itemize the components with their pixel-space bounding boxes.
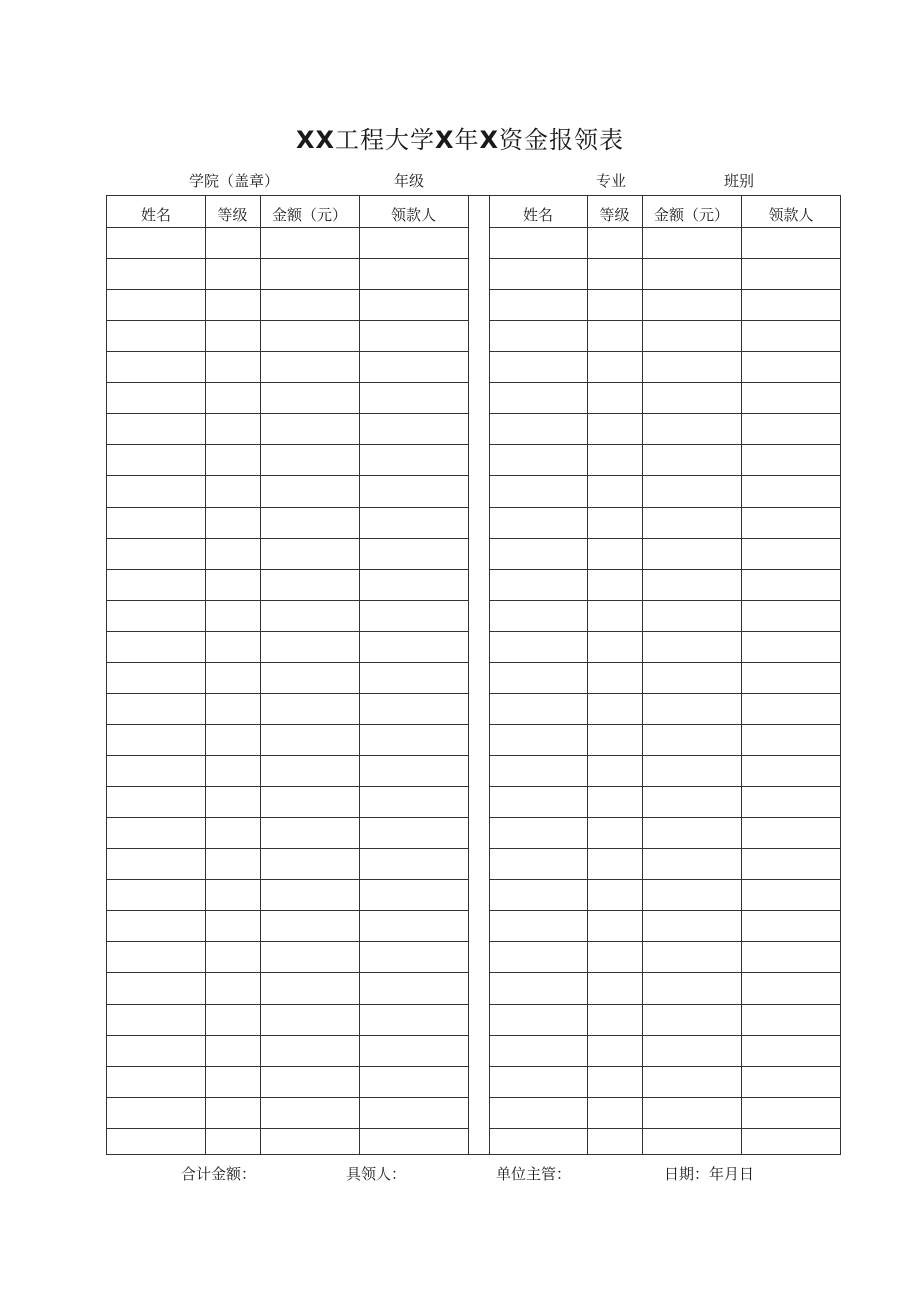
right-row-line <box>489 693 841 694</box>
right-row-line <box>489 910 841 911</box>
right-row-line <box>489 972 841 973</box>
left-row-line <box>107 444 468 445</box>
right-row-line <box>489 258 841 259</box>
right-row-line <box>489 475 841 476</box>
left-column-divider <box>359 196 360 1154</box>
form-title <box>0 120 920 155</box>
left-header-receiver: 领款人 <box>390 206 436 224</box>
left-column-divider <box>260 196 261 1154</box>
left-header-amount: 金额（元） <box>271 206 347 224</box>
right-row-line <box>489 227 841 228</box>
left-row-line <box>107 600 468 601</box>
left-row-line <box>107 724 468 725</box>
right-header-receiver: 领款人 <box>768 206 814 224</box>
left-row-line <box>107 289 468 290</box>
right-row-line <box>489 786 841 787</box>
right-row-line <box>489 413 841 414</box>
title-part-1: 工程大学 <box>334 126 435 154</box>
right-column-divider <box>587 196 588 1154</box>
left-row-line <box>107 538 468 539</box>
left-row-line <box>107 320 468 321</box>
class-label: 班别 <box>724 172 755 190</box>
major-label: 专业 <box>596 172 627 190</box>
right-row-line <box>489 444 841 445</box>
roster-table-left <box>107 196 468 1154</box>
right-row-line <box>489 600 841 601</box>
right-row-line <box>489 1128 841 1129</box>
right-row-line <box>489 662 841 663</box>
right-row-line <box>489 941 841 942</box>
right-row-line <box>489 1035 841 1036</box>
left-row-line <box>107 941 468 942</box>
right-row-line <box>489 289 841 290</box>
left-row-line <box>107 972 468 973</box>
grade-label: 年级 <box>394 172 425 190</box>
left-row-line <box>107 507 468 508</box>
supervisor-label: 单位主管： <box>496 1165 572 1183</box>
left-row-line <box>107 662 468 663</box>
left-row-line <box>107 475 468 476</box>
left-column-divider <box>205 196 206 1154</box>
right-header-name: 姓名 <box>522 206 553 224</box>
right-row-line <box>489 848 841 849</box>
left-header-grade: 等级 <box>217 206 248 224</box>
right-row-line <box>489 755 841 756</box>
right-header-amount: 金额（元） <box>653 206 729 224</box>
left-row-line <box>107 1128 468 1129</box>
title-prefix: XX <box>295 126 335 154</box>
left-row-line <box>107 227 468 228</box>
college-label: 学院（盖章） <box>189 172 280 190</box>
left-row-line <box>107 382 468 383</box>
date-label: 日期：年月日 <box>664 1165 755 1183</box>
right-row-line <box>489 569 841 570</box>
roster-table-right <box>489 196 841 1154</box>
total-amount-label: 合计金额： <box>181 1165 257 1183</box>
right-row-line <box>489 724 841 725</box>
title-part-3: 资金报领表 <box>499 126 625 154</box>
left-row-line <box>107 631 468 632</box>
right-row-line <box>489 879 841 880</box>
right-column-divider <box>642 196 643 1154</box>
left-row-line <box>107 569 468 570</box>
title-part-2: 年 <box>454 126 480 154</box>
left-row-line <box>107 755 468 756</box>
left-row-line <box>107 1004 468 1005</box>
center-divider-left <box>468 196 469 1154</box>
left-row-line <box>107 413 468 414</box>
right-row-line <box>489 817 841 818</box>
title-mid-2: X <box>479 126 500 154</box>
right-row-line <box>489 631 841 632</box>
left-row-line <box>107 879 468 880</box>
right-row-line <box>489 507 841 508</box>
right-row-line <box>489 1066 841 1067</box>
right-column-divider <box>741 196 742 1154</box>
right-header-grade: 等级 <box>599 206 630 224</box>
left-row-line <box>107 693 468 694</box>
left-row-line <box>107 786 468 787</box>
left-row-line <box>107 848 468 849</box>
left-header-name: 姓名 <box>140 206 171 224</box>
left-row-line <box>107 910 468 911</box>
right-row-line <box>489 320 841 321</box>
roster-table <box>106 195 841 1155</box>
right-row-line <box>489 351 841 352</box>
left-row-line <box>107 817 468 818</box>
left-row-line <box>107 1097 468 1098</box>
title-mid-1: X <box>434 126 455 154</box>
right-row-line <box>489 382 841 383</box>
left-row-line <box>107 1035 468 1036</box>
left-row-line <box>107 258 468 259</box>
left-row-line <box>107 1066 468 1067</box>
receiver-label: 具领人： <box>346 1165 407 1183</box>
right-row-line <box>489 1097 841 1098</box>
right-row-line <box>489 1004 841 1005</box>
left-row-line <box>107 351 468 352</box>
right-row-line <box>489 538 841 539</box>
